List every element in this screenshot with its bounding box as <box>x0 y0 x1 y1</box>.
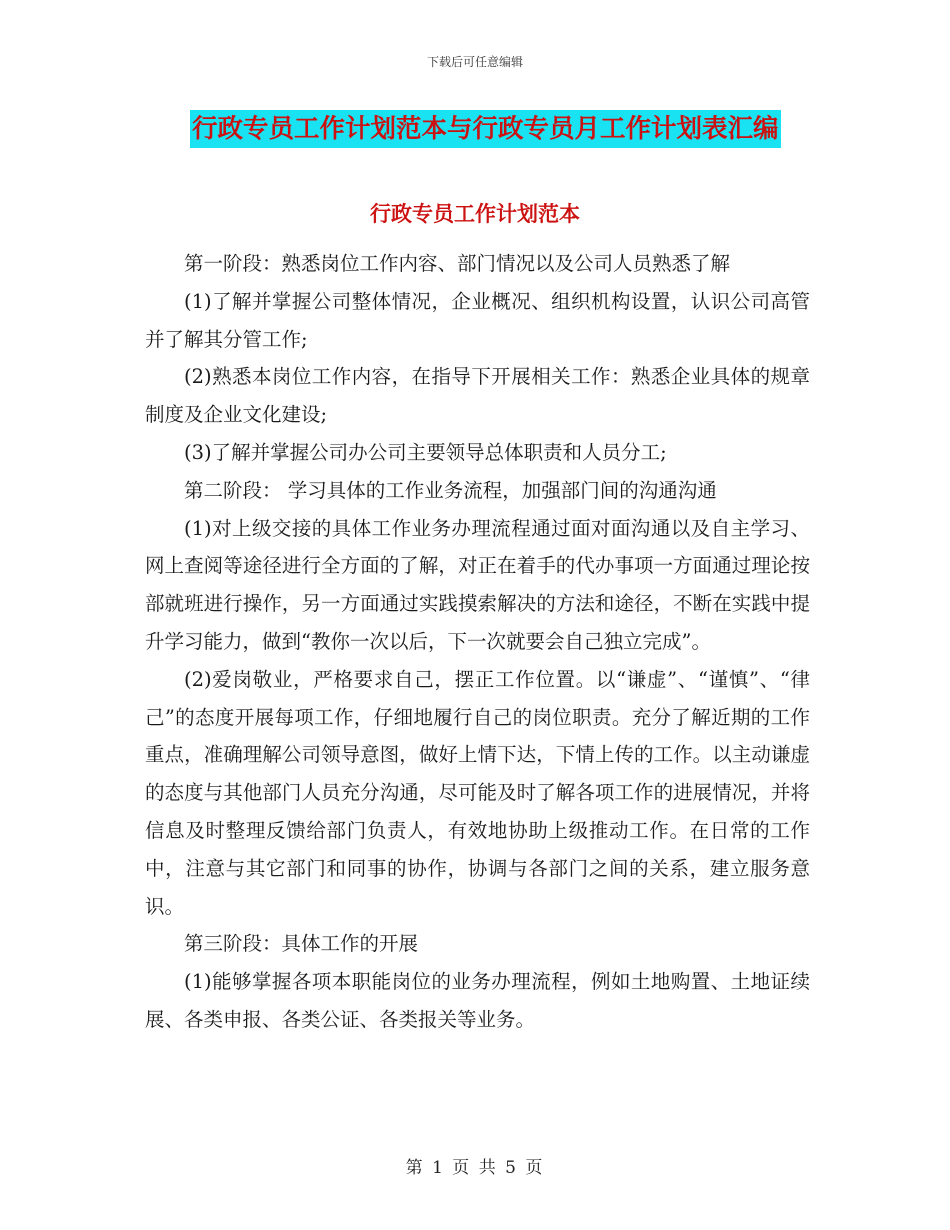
paragraph-stage-1-item-1: (1)了解并掌握公司整体情况，企业概况、组织机构设置，认识公司高管并了解其分管工作; <box>145 289 810 351</box>
paragraph-stage-2-item-1: (1)对上级交接的具体工作业务办理流程通过面对面沟通以及自主学习、网上查阅等途径进行全方面的了解，对正在着手的代办事项一方面通过理论按部就班进行操作，另一方面通过实践摸索解决的方法和途径，不断在实践中提升学习能力，做到“教你一次以后，下一次就要会自己独立完成”。 <box>145 516 810 653</box>
paragraph-stage-3-item-1: (1)能够掌握各项本职能岗位的业务办理流程，例如土地购置、土地证续展、各类申报、各类公证、各类报关等业务。 <box>145 970 810 1031</box>
header-note: 下载后可任意编辑 <box>426 55 523 69</box>
paragraph-stage-2-item-2: (2)爱岗敬业，严格要求自己，摆正工作位置。以“谦虚”、“谨慎”、“律己”的态度开展每项工作，仔细地履行自己的岗位职责。充分了解近期的工作重点，准确理解公司领导意图，做好上情下达，下情上传的工作。以主动谦虚的态度与其他部门人员充分沟通，尽可能及时了解各项工作的进展情况，并将信息及时整理反馈给部门负责人，有效地协助上级推动工作。在日常的工作中，注意与其它部门和同事的协作，协调与各部门之间的关系，建立服务意识。 <box>145 667 810 918</box>
main-title: 行政专员工作计划范本与行政专员月工作计划表汇编 <box>190 110 781 148</box>
paragraph-stage-1-heading: 第一阶段：熟悉岗位工作内容、部门情况以及公司人员熟悉了解 <box>184 252 731 275</box>
paragraph-stage-1-item-3: (3)了解并掌握公司办公司主要领导总体职责和人员分工; <box>184 440 667 464</box>
paragraph-stage-1-item-2: (2)熟悉本岗位工作内容，在指导下开展相关工作：熟悉企业具体的规章制度及企业文化建设; <box>145 365 810 427</box>
main-title-container <box>190 110 800 148</box>
page-footer: 第 1 页 共 5 页 <box>405 1158 545 1178</box>
sub-title: 行政专员工作计划范本 <box>370 202 580 226</box>
paragraph-stage-3-heading: 第三阶段：具体工作的开展 <box>184 932 419 956</box>
document-body <box>145 245 810 1039</box>
paragraph-stage-2-heading: 第二阶段： 学习具体的工作业务流程，加强部门间的沟通沟通 <box>184 478 717 502</box>
